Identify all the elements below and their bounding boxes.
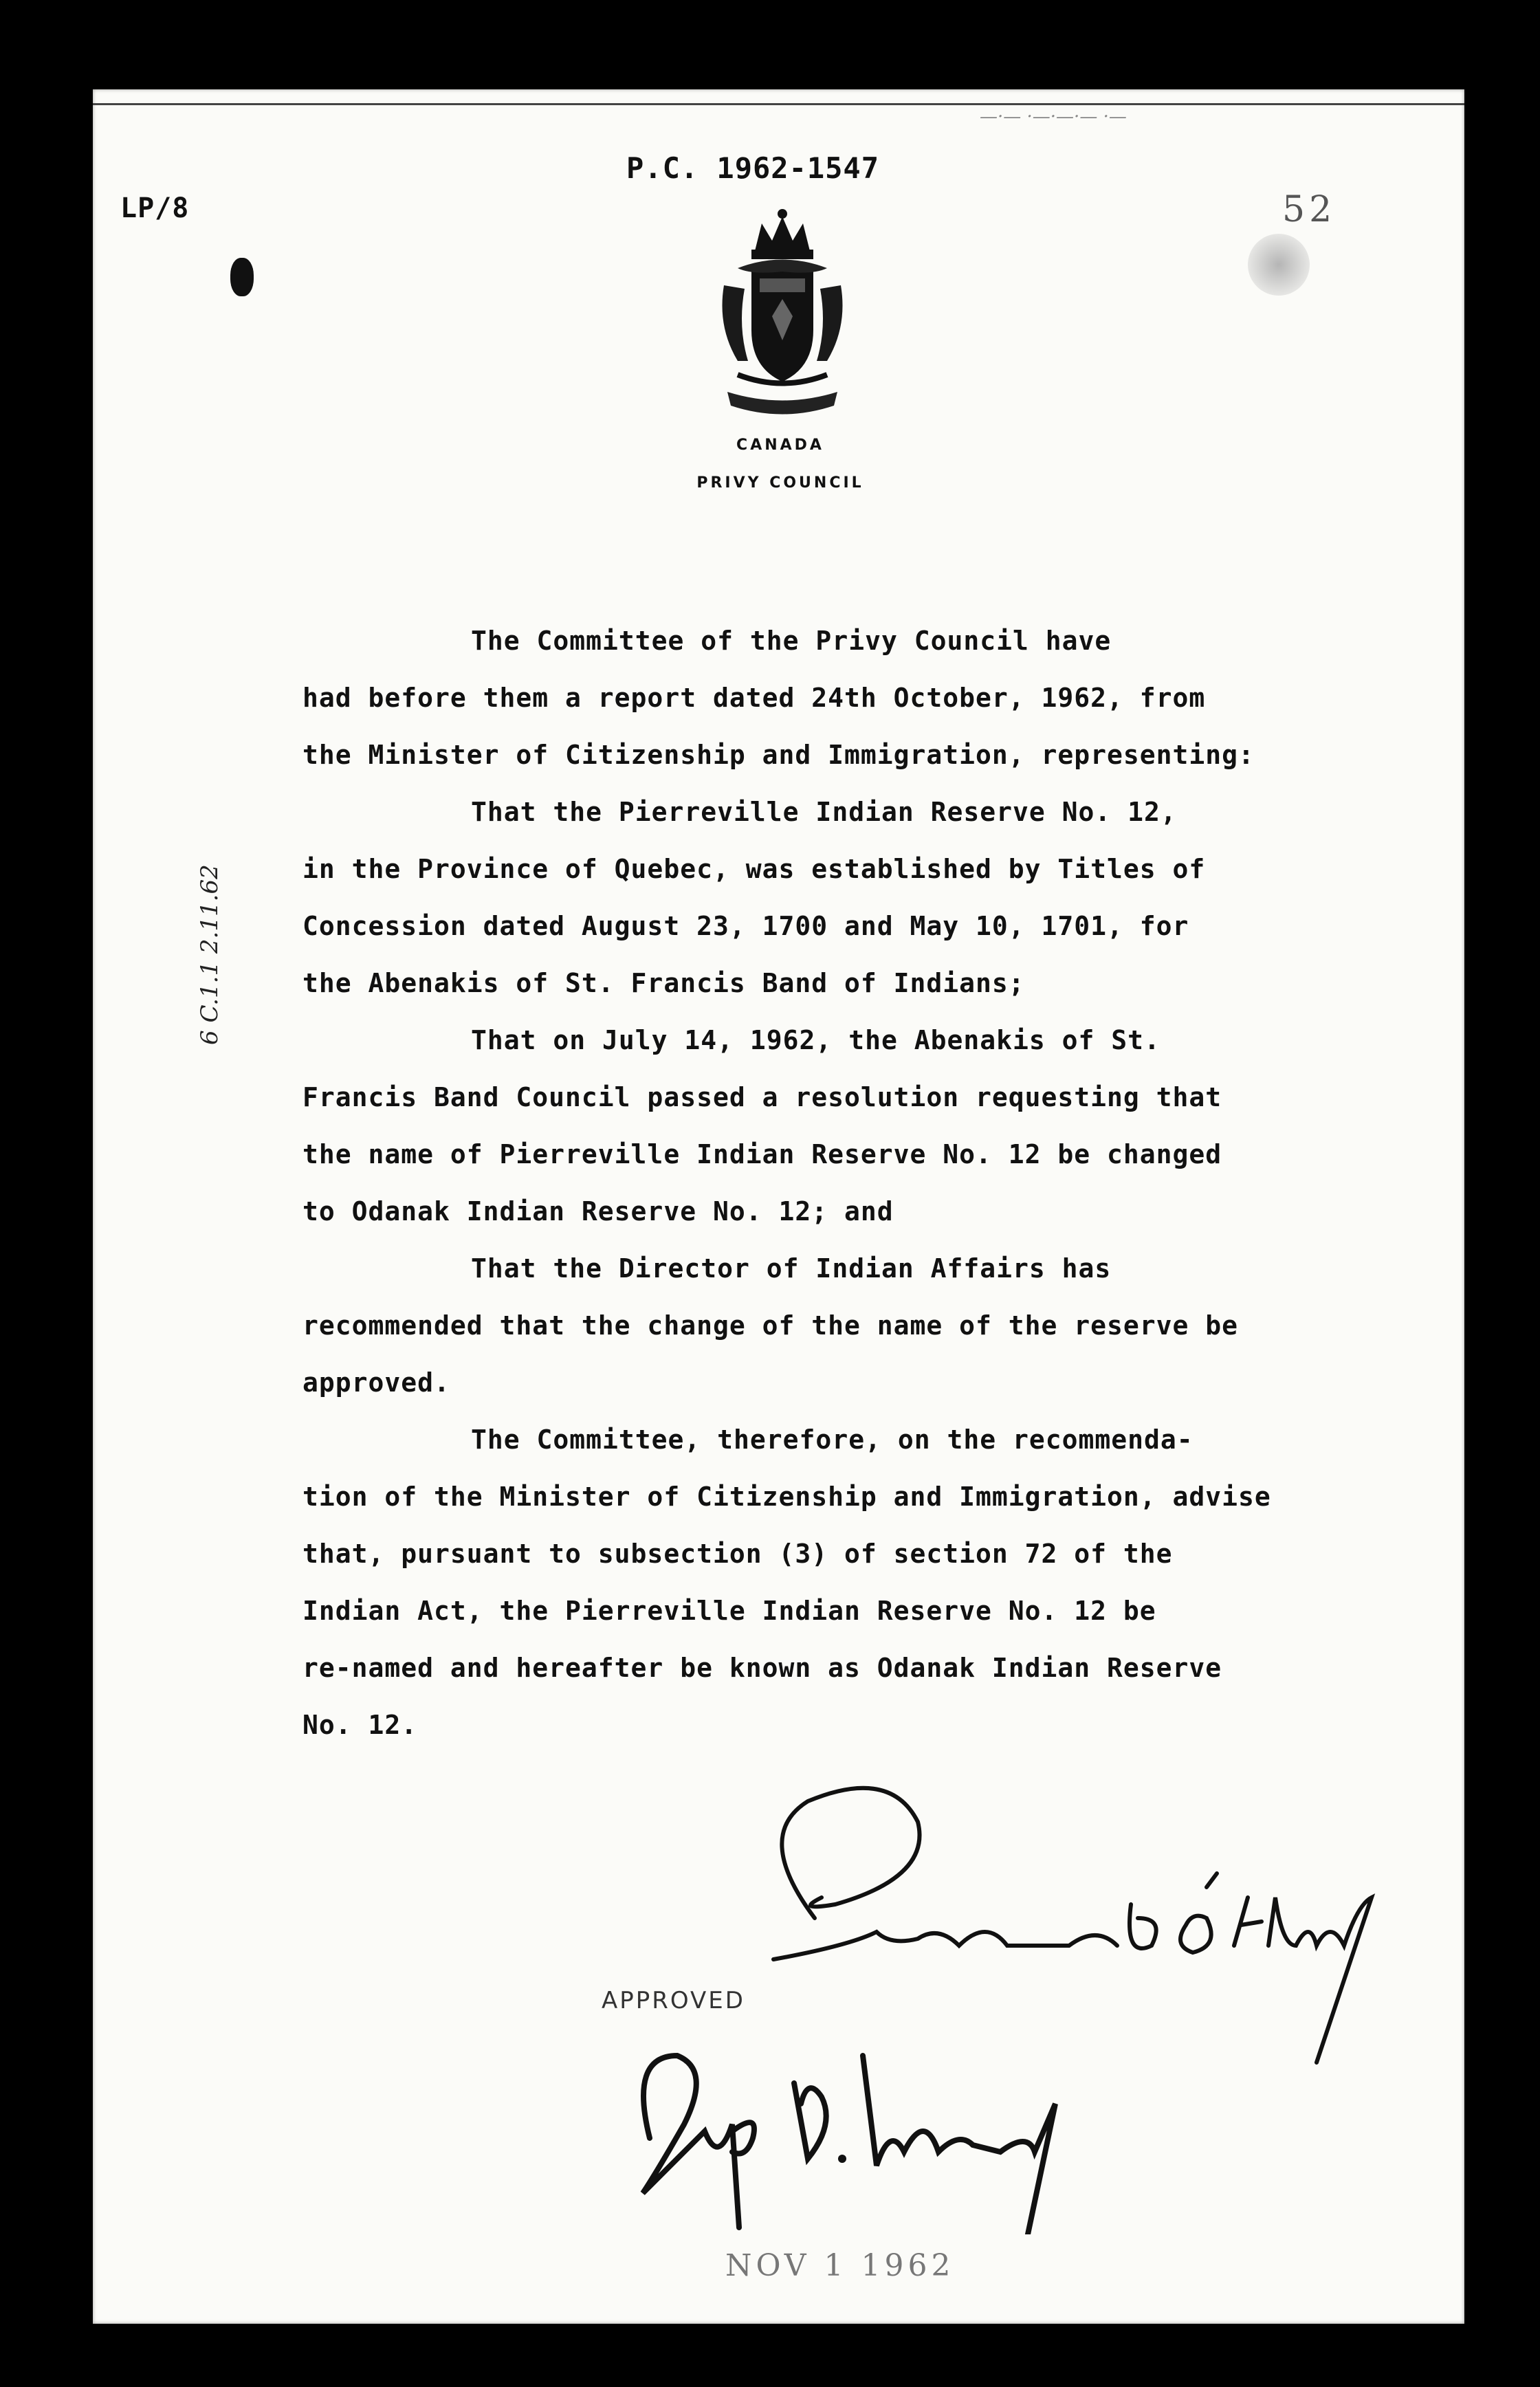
faint-handwritten-notes: —·— ·—·—·— ·— — [980, 107, 1127, 127]
letterhead-office: PRIVY COUNCIL — [696, 474, 864, 492]
body-line: in the Province of Quebec, was established by Titles of — [302, 854, 1206, 884]
file-reference: LP/8 — [120, 192, 190, 224]
approver-signature — [602, 2028, 1165, 2234]
body-line: approved. — [302, 1367, 450, 1398]
body-line: That on July 14, 1962, the Abenakis of St. — [471, 1025, 1160, 1055]
body-line: Concession dated August 23, 1700 and May 10, 1701, for — [302, 911, 1189, 941]
order-number: P.C. 1962-1547 — [626, 151, 880, 185]
approved-label: APPROVED — [602, 1987, 745, 2014]
body-line: Francis Band Council passed a resolution requesting that — [302, 1082, 1222, 1112]
body-line: to Odanak Indian Reserve No. 12; and — [302, 1196, 894, 1226]
body-line: that, pursuant to subsection (3) of section 72 of the — [302, 1539, 1173, 1569]
body-line: the name of Pierreville Indian Reserve No. 12 be changed — [302, 1139, 1222, 1169]
margin-annotation: 6 C.1.1 2.11.62 — [196, 864, 223, 1045]
body-line: No. 12. — [302, 1710, 418, 1740]
body-line: the Abenakis of St. Francis Band of Indians; — [302, 968, 1025, 998]
body-line: tion of the Minister of Citizenship and Immigration, advise — [302, 1482, 1271, 1512]
body-line: re-named and hereafter be known as Odanak Indian Reserve — [302, 1653, 1222, 1683]
body-line: The Committee, therefore, on the recommenda- — [471, 1424, 1194, 1455]
paper-smudge — [1248, 234, 1310, 296]
letterhead-country: CANADA — [736, 437, 824, 454]
coat-of-arms-icon — [696, 203, 868, 430]
clerk-signature — [712, 1739, 1413, 2069]
body-line: The Committee of the Privy Council have — [471, 626, 1112, 656]
body-line: That the Pierreville Indian Reserve No. 12, — [471, 797, 1177, 827]
body-line: Indian Act, the Pierreville Indian Reserve No. 12 be — [302, 1596, 1156, 1626]
punch-hole-mark — [230, 258, 254, 296]
body-line: had before them a report dated 24th October, 1962, from — [302, 683, 1206, 713]
folio-number: 52 — [1282, 189, 1336, 230]
body-line: the Minister of Citizenship and Immigration, representing: — [302, 740, 1255, 770]
document-page — [93, 89, 1464, 2324]
body-line: That the Director of Indian Affairs has — [471, 1253, 1112, 1284]
date-stamp: NOV 1 1962 — [725, 2248, 955, 2283]
body-line: recommended that the change of the name of the reserve be — [302, 1310, 1239, 1341]
page-fold-line — [93, 103, 1464, 105]
